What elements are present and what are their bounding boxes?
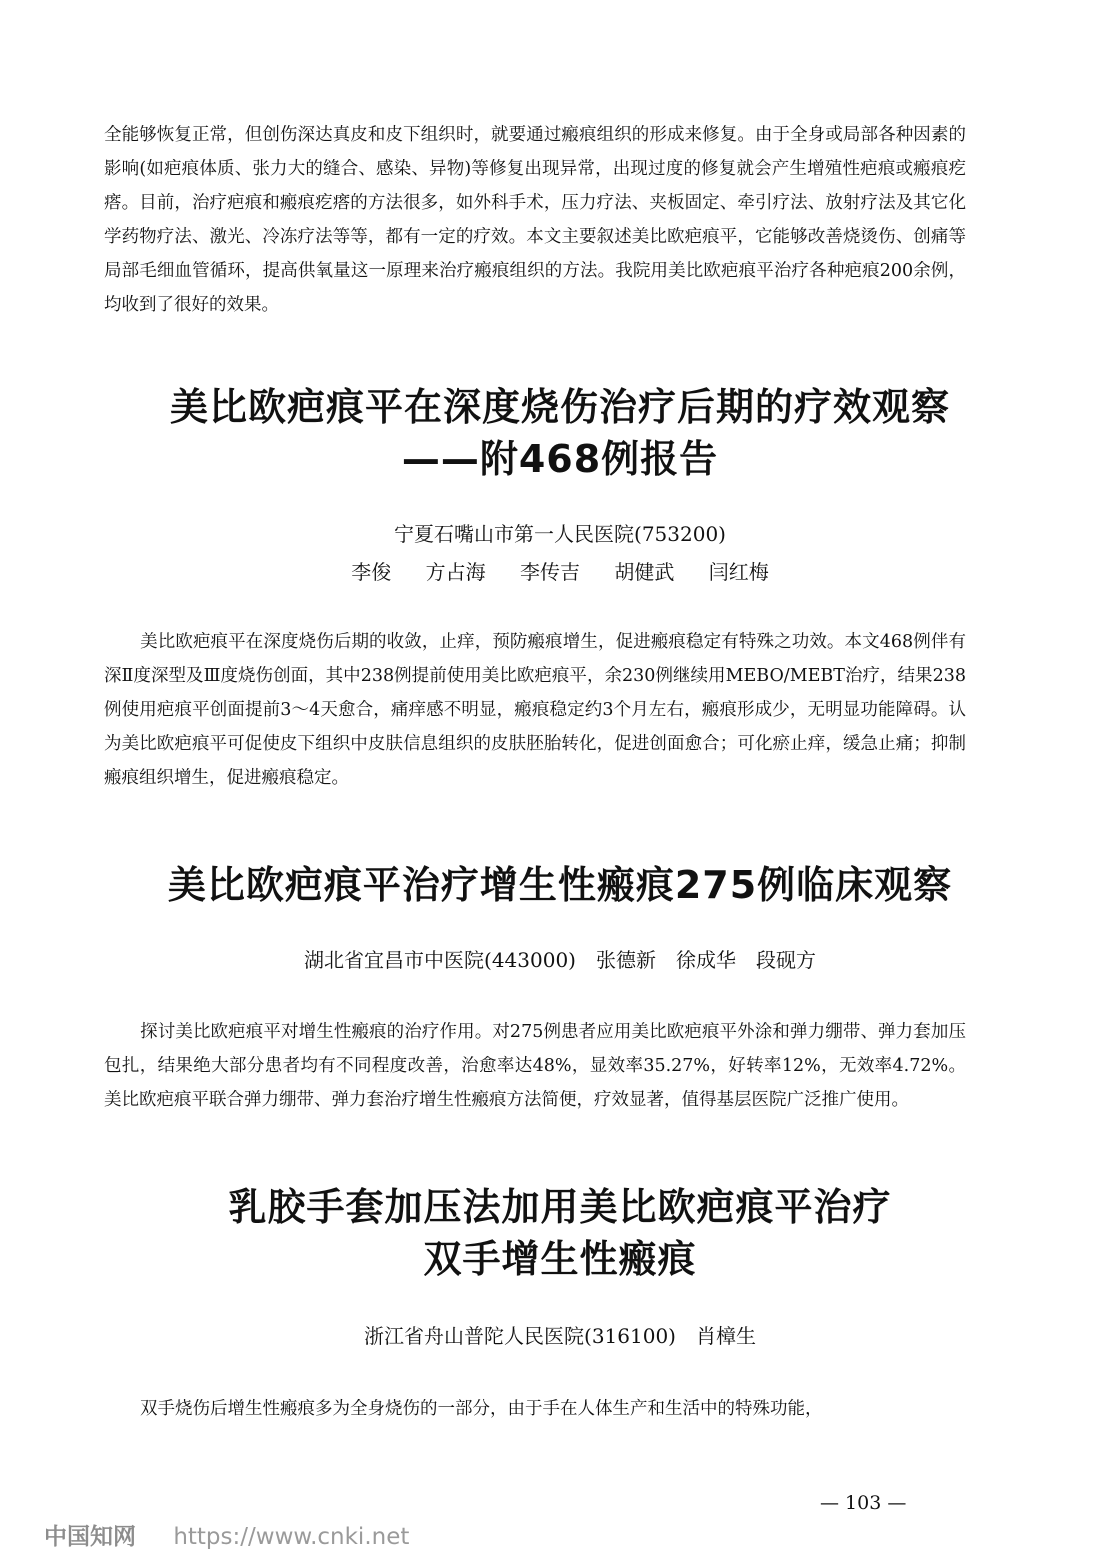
- article1-abstract-text: 美比欧疤痕平在深度烧伤后期的收敛，止痒，预防瘢痕增生，促进瘢痕稳定有特殊之功效。本文468例伴有深Ⅱ度深型及Ⅲ度烧伤创面，其中238例提前使用美比欧疤痕平，余230例继续用MEBO/MEBT治疗，结果238例使用疤痕平创面提前3～4天愈合，痛痒感不明显，瘢痕稳定约3个月左右，瘢痕形成少，无明显功能障碍。认为美比欧疤痕平可促使皮下组织中皮肤信息组织的皮肤胚胎转化，促进创面愈合；可化瘀止痒，缓急止痛；抑制瘢痕组织增生，促进瘢痕稳定。: [104, 632, 966, 788]
- article3-abstract: [104, 1392, 966, 1426]
- article1-affiliation: 宁夏石嘴山市第一人民医院(753200): [394, 522, 726, 546]
- author-name: 李传吉: [520, 560, 580, 584]
- page-number: — 103 —: [820, 1492, 907, 1514]
- article2-title: 美比欧疤痕平治疗增生性瘢痕275例临床观察: [167, 863, 953, 907]
- article3-title-line2: 双手增生性瘢痕: [423, 1237, 697, 1281]
- watermark-footer: [44, 1518, 409, 1551]
- source-url[interactable]: https://www.cnki.net: [173, 1524, 410, 1550]
- article3-title-line1: 乳胶手套加压法加用美比欧疤痕平治疗: [228, 1185, 892, 1229]
- author-name: 胡健武: [614, 560, 675, 584]
- article3-byline: 浙江省舟山普陀人民医院(316100) 肖樟生: [364, 1324, 756, 1348]
- article2-abstract: [104, 1015, 966, 1117]
- article1-authors: [60, 556, 1060, 588]
- article1-abstract: [104, 625, 966, 795]
- article1-title-line1: 美比欧疤痕平在深度烧伤治疗后期的疗效观察: [169, 385, 950, 429]
- article3-abstract-text: 双手烧伤后增生性瘢痕多为全身烧伤的一部分，由于手在人体生产和生活中的特殊功能，: [140, 1399, 823, 1419]
- article2-abstract-text: 探讨美比欧疤痕平对增生性瘢痕的治疗作用。对275例患者应用美比欧疤痕平外涂和弹力绷带、弹力套加压包扎，结果绝大部分患者均有不同程度改善，治愈率达48%，显效率35.27%，好转率12%，无效率4.72%。美比欧疤痕平联合弹力绷带、弹力套治疗增生性瘢痕方法简便，疗效显著，值得基层医院广泛推广使用。: [104, 1022, 966, 1110]
- author-name: 闫红梅: [708, 560, 769, 584]
- article2-byline: 湖北省宜昌市中医院(443000) 张德新 徐成华 段砚方: [304, 948, 816, 972]
- intro-paragraph: 全能够恢复正常，但创伤深达真皮和皮下组织时，就要通过瘢痕组织的形成来修复。由于全身或局部各种因素的影响(如疤痕体质、张力大的缝合、感染、异物)等修复出现异常，出现过度的修复就会产生增殖性疤痕或瘢痕疙瘩。目前，治疗疤痕和瘢痕疙瘩的方法很多，如外科手术，压力疗法、夹板固定、牵引疗法、放射疗法及其它化学药物疗法、激光、冷冻疗法等等，都有一定的疗效。本文主要叙述美比欧疤痕平，它能够改善烧烫伤、创痛等局部毛细血管循环，提高供氧量这一原理来治疗瘢痕组织的方法。我院用美比欧疤痕平治疗各种疤痕200余例，均收到了很好的效果。: [104, 125, 966, 315]
- author-name: 李俊: [351, 560, 392, 584]
- author-name: 方占海: [425, 560, 486, 584]
- article1-title-line2: ——附468例报告: [401, 437, 719, 481]
- cnki-logo: 中国知网: [44, 1524, 136, 1550]
